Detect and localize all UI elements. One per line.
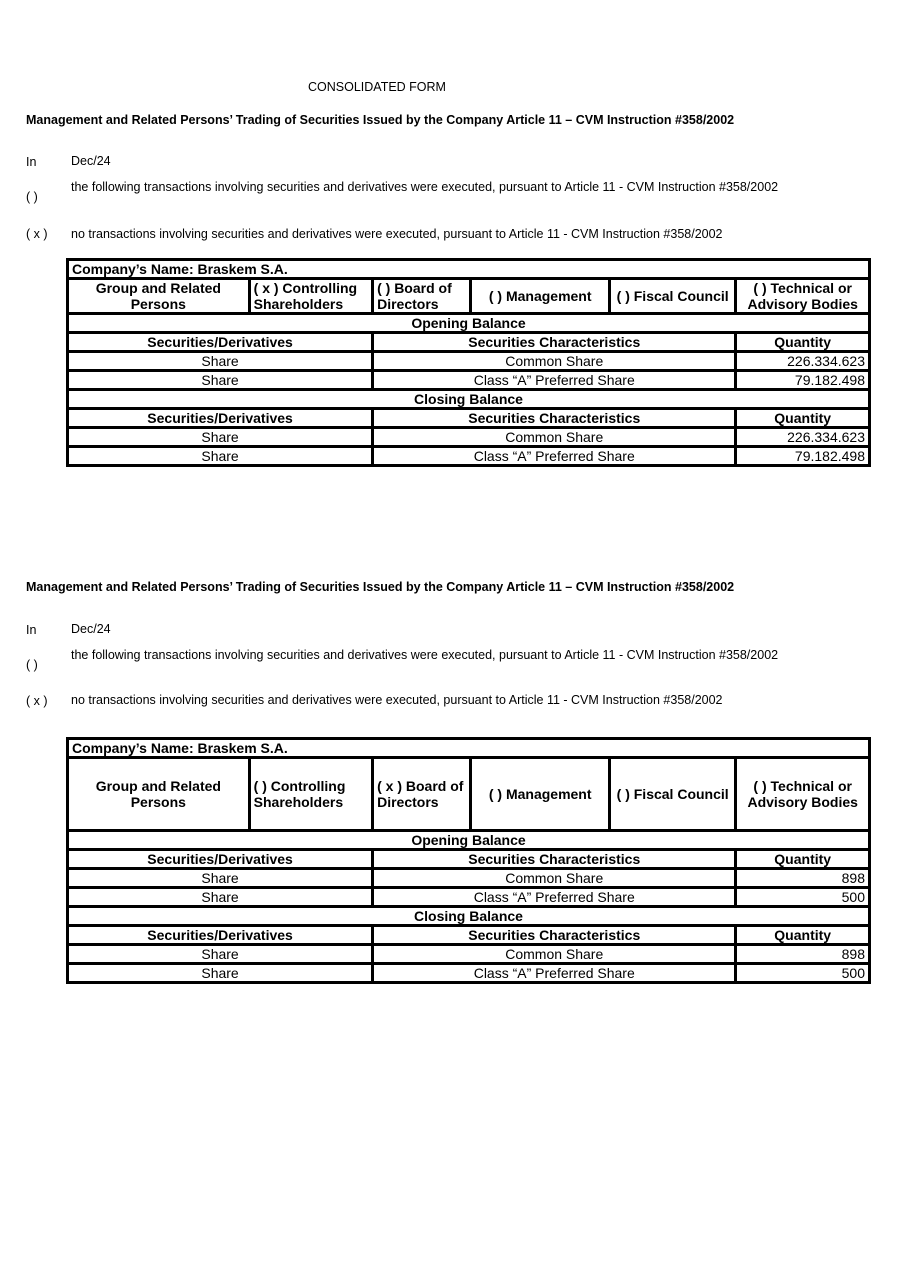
option-executed-mark: ( )	[26, 658, 38, 672]
col-characteristics-header: Securities Characteristics	[373, 409, 736, 428]
col-characteristics-header: Securities Characteristics	[373, 926, 736, 945]
col-securities-header: Securities/Derivatives	[68, 850, 373, 869]
table-row	[68, 945, 870, 964]
security-cell: Share	[68, 428, 373, 447]
option-none-mark: ( x )	[26, 227, 48, 241]
quantity-cell: 500	[736, 964, 870, 983]
col-quantity-header: Quantity	[736, 333, 870, 352]
table-row	[68, 888, 870, 907]
closing-balance-label: Closing Balance	[68, 907, 870, 926]
option-executed-text: the following transactions involving securities and derivatives were executed, pursuant to Article 11 - CVM Instruction #358/2002	[71, 180, 779, 194]
security-cell: Share	[68, 352, 373, 371]
period-value: Dec/24	[71, 622, 111, 636]
security-cell: Share	[68, 964, 373, 983]
category-management: ( ) Management	[471, 279, 610, 314]
period-value: Dec/24	[71, 154, 111, 168]
table-row	[68, 869, 870, 888]
table-row	[68, 964, 870, 983]
col-quantity-header: Quantity	[736, 850, 870, 869]
col-characteristics-header: Securities Characteristics	[373, 850, 736, 869]
table-row	[68, 371, 870, 390]
quantity-cell: 226.334.623	[736, 428, 870, 447]
quantity-cell: 500	[736, 888, 870, 907]
in-label: In	[26, 623, 37, 637]
quantity-cell: 898	[736, 945, 870, 964]
col-characteristics-header: Securities Characteristics	[373, 333, 736, 352]
security-cell: Share	[68, 869, 373, 888]
characteristic-cell: Common Share	[373, 945, 736, 964]
category-technical-bodies: ( ) Technical or Advisory Bodies	[736, 279, 870, 314]
security-cell: Share	[68, 945, 373, 964]
characteristic-cell: Class “A” Preferred Share	[373, 447, 736, 466]
option-none-mark: ( x )	[26, 694, 48, 708]
form-title: CONSOLIDATED FORM	[308, 80, 446, 94]
category-group: Group and Related Persons	[68, 279, 250, 314]
closing-balance-label: Closing Balance	[68, 390, 870, 409]
securities-table	[66, 258, 871, 467]
option-none-text: no transactions involving securities and derivatives were executed, pursuant to Article 11 - CVM Instruction #358/2002	[71, 227, 723, 241]
category-controlling-shareholders: ( x ) Controlling Shareholders	[249, 279, 372, 314]
table-row	[68, 447, 870, 466]
characteristic-cell: Common Share	[373, 428, 736, 447]
security-cell: Share	[68, 371, 373, 390]
quantity-cell: 79.182.498	[736, 447, 870, 466]
securities-table	[66, 737, 871, 984]
quantity-cell: 79.182.498	[736, 371, 870, 390]
characteristic-cell: Common Share	[373, 869, 736, 888]
company-name: Company’s Name: Braskem S.A.	[68, 739, 870, 758]
col-quantity-header: Quantity	[736, 926, 870, 945]
category-technical-bodies: ( ) Technical or Advisory Bodies	[736, 758, 870, 831]
security-cell: Share	[68, 888, 373, 907]
col-securities-header: Securities/Derivatives	[68, 333, 373, 352]
section-heading: Management and Related Persons’ Trading of Securities Issued by the Company Article 11 – CVM Instruction #358/2002	[26, 580, 735, 594]
category-board-of-directors: ( x ) Board of Directors	[373, 758, 471, 831]
company-name: Company’s Name: Braskem S.A.	[68, 260, 870, 279]
characteristic-cell: Common Share	[373, 352, 736, 371]
category-board-of-directors: ( ) Board of Directors	[373, 279, 471, 314]
quantity-cell: 226.334.623	[736, 352, 870, 371]
security-cell: Share	[68, 447, 373, 466]
characteristic-cell: Class “A” Preferred Share	[373, 888, 736, 907]
category-fiscal-council: ( ) Fiscal Council	[609, 279, 735, 314]
section-heading: Management and Related Persons’ Trading of Securities Issued by the Company Article 11 – CVM Instruction #358/2002	[26, 113, 735, 127]
category-controlling-shareholders: ( ) Controlling Shareholders	[249, 758, 372, 831]
col-quantity-header: Quantity	[736, 409, 870, 428]
option-executed-text: the following transactions involving securities and derivatives were executed, pursuant to Article 11 - CVM Instruction #358/2002	[71, 648, 779, 662]
col-securities-header: Securities/Derivatives	[68, 926, 373, 945]
characteristic-cell: Class “A” Preferred Share	[373, 964, 736, 983]
opening-balance-label: Opening Balance	[68, 831, 870, 850]
category-fiscal-council: ( ) Fiscal Council	[609, 758, 735, 831]
characteristic-cell: Class “A” Preferred Share	[373, 371, 736, 390]
option-executed-mark: ( )	[26, 190, 38, 204]
opening-balance-label: Opening Balance	[68, 314, 870, 333]
option-none-text: no transactions involving securities and derivatives were executed, pursuant to Article 11 - CVM Instruction #358/2002	[71, 693, 723, 707]
category-management: ( ) Management	[471, 758, 610, 831]
table-row	[68, 352, 870, 371]
in-label: In	[26, 155, 37, 169]
table-row	[68, 428, 870, 447]
quantity-cell: 898	[736, 869, 870, 888]
col-securities-header: Securities/Derivatives	[68, 409, 373, 428]
category-group: Group and Related Persons	[68, 758, 250, 831]
